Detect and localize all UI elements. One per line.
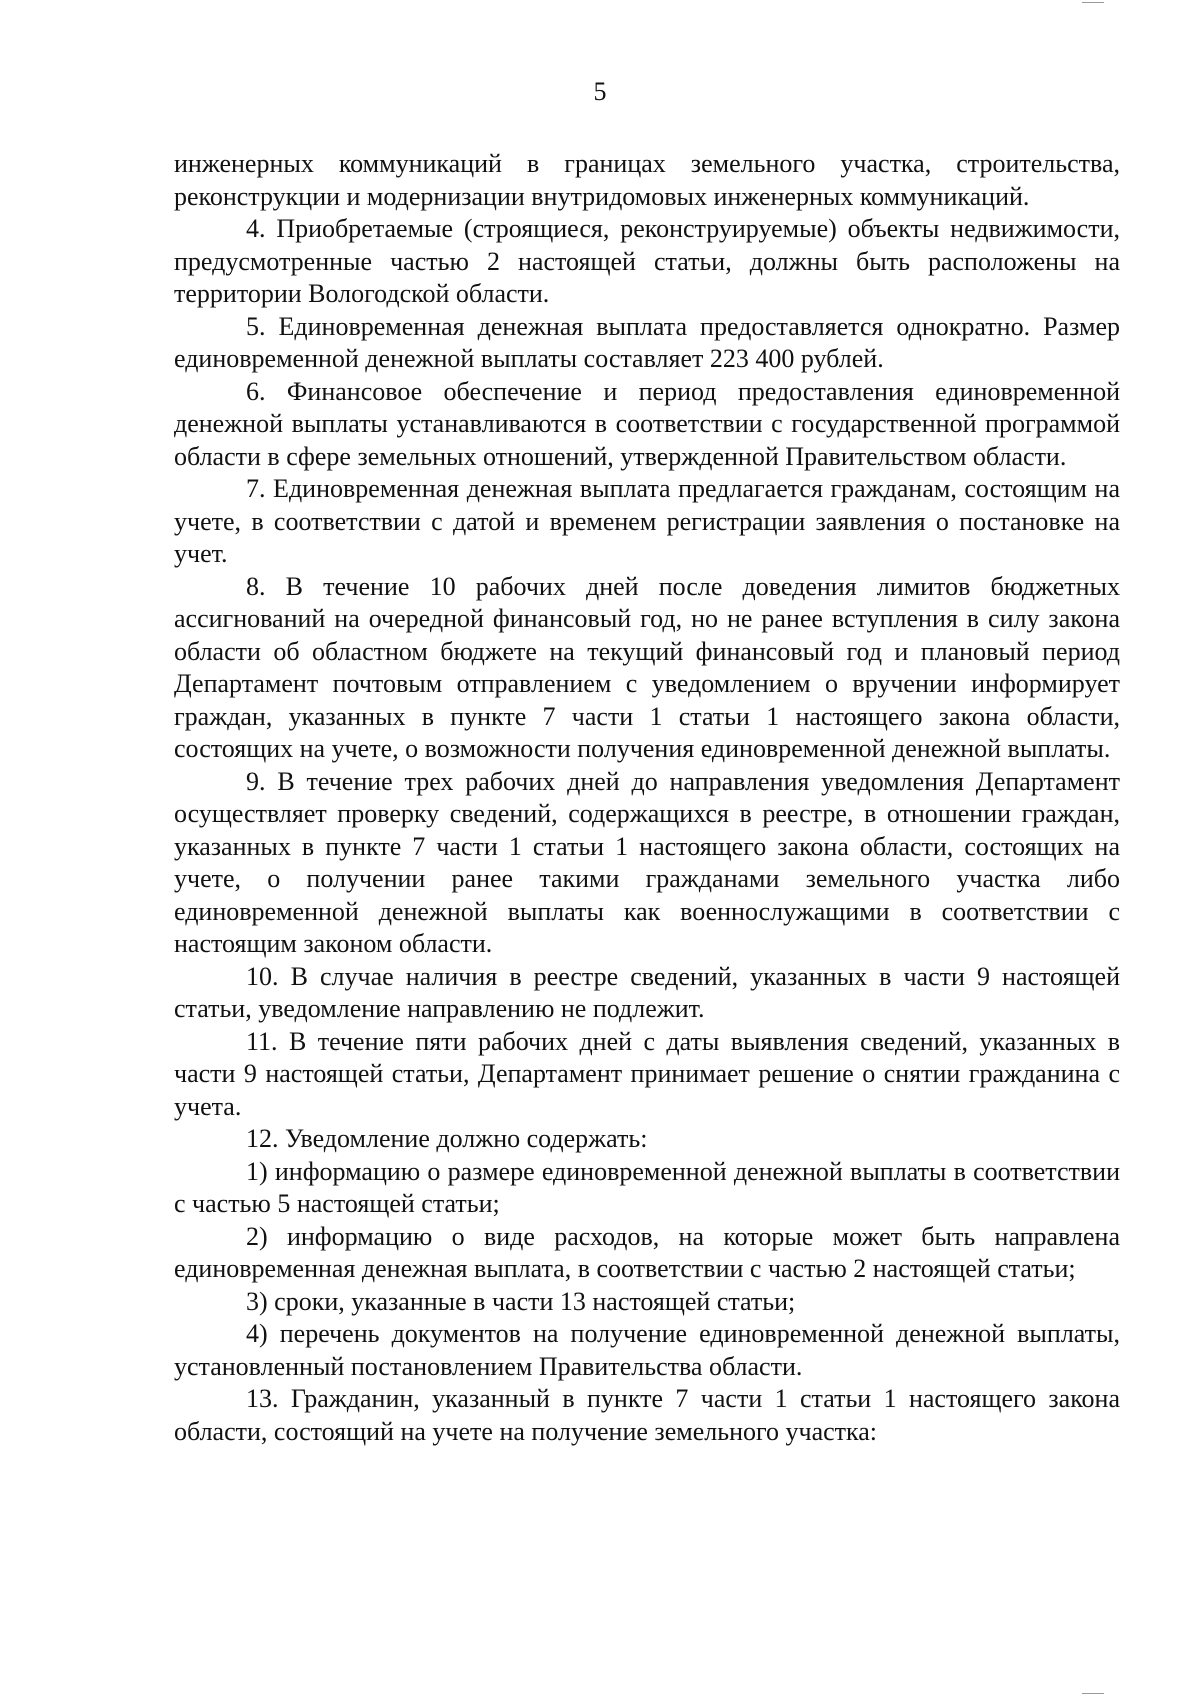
list-item-4: 4) перечень документов на получение единовременной денежной выплаты, установленный постановлением Правительства области. [174, 1319, 1120, 1381]
paragraph-continuation: инженерных коммуникаций в границах земельного участка, строительства, реконструкции и модернизации внутридомовых инженерных коммуникаций. [174, 149, 1120, 211]
paragraph-8: 8. В течение 10 рабочих дней после доведения лимитов бюджетных ассигнований на очередной финансовый год, но не ранее вступления в силу закона области об областном бюджете на текущий финансовый год и плановый период Департамент почтовым отправлением с уведомлением о вручении информирует граждан, указанных в пункте 7 части 1 статьи 1 настоящего закона области, состоящих на учете, о возможности получения единовременной денежной выплаты. [174, 571, 1120, 763]
paragraph-11: 11. В течение пяти рабочих дней с даты выявления сведений, указанных в части 9 настоящей статьи, Департамент принимает решение о снятии гражданина с учета. [174, 1026, 1120, 1121]
paragraph-7: 7. Единовременная денежная выплата предлагается гражданам, состоящим на учете, в соответствии с датой и временем регистрации заявления о постановке на учет. [174, 474, 1120, 568]
list-item-1: 1) информацию о размере единовременной денежной выплаты в соответствии с частью 5 настоящей статьи; [174, 1156, 1120, 1218]
paragraph-6: 6. Финансовое обеспечение и период предоставления единовременной денежной выплаты устанавливаются в соответствии с государственной программой области в сфере земельных отношений, утвержденной Правительством области. [174, 376, 1120, 471]
paragraph-12: 12. Уведомление должно содержать: [246, 1124, 648, 1153]
paragraph-10: 10. В случае наличия в реестре сведений, указанных в части 9 настоящей статьи, уведомление направлению не подлежит. [174, 961, 1120, 1023]
document-body [174, 148, 1120, 1448]
page-number: 5 [593, 77, 607, 106]
paragraph-13: 13. Гражданин, указанный в пункте 7 части 1 статьи 1 настоящего закона области, состоящий на учете на получение земельного участка: [174, 1384, 1120, 1446]
paragraph-5: 5. Единовременная денежная выплата предоставляется однократно. Размер единовременной денежной выплаты составляет 223 400 рублей. [174, 311, 1120, 373]
list-item-3: 3) сроки, указанные в части 13 настоящей статьи; [246, 1286, 796, 1316]
scan-mark-bottom-right [1082, 1693, 1104, 1694]
list-item-2: 2) информацию о виде расходов, на которые может быть направлена единовременная денежная выплата, в соответствии с частью 2 настоящей статьи; [174, 1221, 1120, 1283]
paragraph-9: 9. В течение трех рабочих дней до направления уведомления Департамент осуществляет проверку сведений, содержащихся в реестре, в отношении граждан, указанных в пункте 7 части 1 статьи 1 настоящего закона области, состоящих на учете, о получении ранее такими гражданами земельного участка либо единовременной денежной выплаты как военнослужащими в соответствии с настоящим законом области. [174, 766, 1120, 958]
paragraph-4: 4. Приобретаемые (строящиеся, реконструируемые) объекты недвижимости, предусмотренные частью 2 настоящей статьи, должны быть расположены на территории Вологодской области. [174, 214, 1120, 308]
scan-mark-top-right [1082, 2, 1104, 3]
